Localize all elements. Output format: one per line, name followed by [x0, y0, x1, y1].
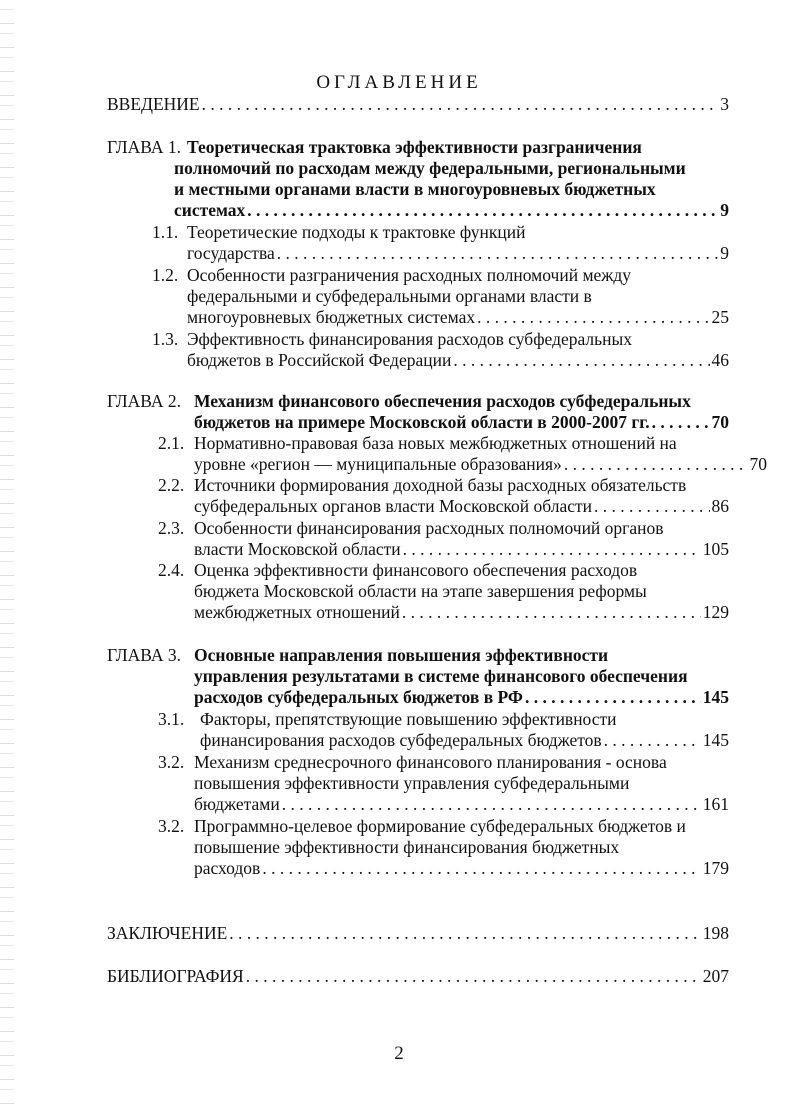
- chapter-2-prefix: ГЛАВА 2.: [107, 391, 182, 411]
- dot-leader: [604, 730, 701, 751]
- chapter-3-title-line[interactable]: Основные направления повышения эффективности: [194, 645, 609, 665]
- toc-entry-section-1-3[interactable]: [187, 350, 729, 371]
- section-number: 3.2.: [158, 816, 185, 836]
- scan-edge: [0, 0, 14, 1109]
- section-title-line[interactable]: Особенности разграничения расходных полномочий между: [187, 265, 632, 285]
- chapter-2-title-line[interactable]: Механизм финансового обеспечения расходов субфедеральных: [194, 391, 691, 411]
- section-title-line[interactable]: повышения эффективности управления субфедеральными: [194, 773, 630, 793]
- toc-entry-section-1-1[interactable]: [187, 243, 729, 264]
- toc-entry-section-1-2[interactable]: [187, 307, 729, 328]
- toc-entry-section-2-1[interactable]: [194, 454, 767, 475]
- dot-leader: [652, 412, 710, 433]
- toc-entry-section-3-1[interactable]: [200, 730, 729, 751]
- section-title-line[interactable]: бюджета Московской области на этапе завершения реформы: [194, 581, 647, 601]
- section-number: 2.3.: [158, 518, 185, 538]
- section-title-line[interactable]: Факторы, препятствующие повышению эффективности: [200, 709, 617, 729]
- toc-page-number: 179: [702, 858, 729, 878]
- section-title-line: расходов: [194, 858, 261, 878]
- toc-page-number: 46: [711, 350, 729, 370]
- dot-leader: [262, 858, 700, 879]
- toc-entry-section-3-2[interactable]: [194, 794, 729, 815]
- toc-page-number: 70: [711, 412, 729, 432]
- toc-entry-bibliography[interactable]: [107, 966, 729, 987]
- chapter-1-title-line[interactable]: Теоретическая трактовка эффективности разграничения: [187, 137, 642, 157]
- dot-leader: [247, 200, 718, 221]
- section-title-line: бюджетами: [194, 794, 280, 814]
- toc-entry-chapter-2[interactable]: [194, 412, 729, 433]
- toc-page-number: 25: [711, 307, 729, 327]
- section-title-line[interactable]: Эффективность финансирования расходов субфедеральных: [187, 329, 632, 349]
- toc-page-number: 105: [702, 539, 729, 559]
- section-number: 2.4.: [158, 560, 185, 580]
- dot-leader: [229, 923, 700, 944]
- section-number: 1.2.: [152, 265, 179, 285]
- dot-leader: [453, 350, 709, 371]
- toc-page-number: 161: [702, 794, 729, 814]
- section-title-line[interactable]: Программно-целевое формирование субфедеральных бюджетов и: [194, 816, 686, 836]
- dot-leader: [202, 94, 719, 115]
- toc-page-number: 86: [711, 496, 729, 516]
- section-title-line[interactable]: Нормативно-правовая база новых межбюджетных отношений на: [194, 433, 677, 453]
- section-title-line: финансирования расходов субфедеральных бюджетов: [200, 730, 602, 750]
- section-title-line[interactable]: Оценка эффективности финансового обеспечения расходов: [194, 560, 638, 580]
- section-title-line[interactable]: повышение эффективности финансирования бюджетных: [194, 837, 620, 857]
- toc-entry-section-2-3[interactable]: [194, 539, 729, 560]
- toc-page-number: 3: [720, 94, 729, 114]
- toc-page-number: 207: [702, 966, 729, 986]
- dot-leader: [246, 966, 701, 987]
- toc-page-number: 129: [702, 602, 729, 622]
- chapter-1-title-line: системах: [174, 200, 246, 220]
- chapter-3-prefix: ГЛАВА 3.: [107, 645, 182, 665]
- toc-entry-section-2-4[interactable]: [194, 602, 729, 623]
- chapter-1-title-line[interactable]: полномочий по расходам между федеральными, региональными: [174, 158, 686, 178]
- dot-leader: [282, 794, 701, 815]
- chapter-1-title-line[interactable]: и местными органами власти в многоуровневых бюджетных: [174, 179, 656, 199]
- section-title-line: власти Московской области: [194, 539, 401, 559]
- section-title-line[interactable]: Источники формирования доходной базы расходных обязательств: [194, 475, 687, 495]
- dot-leader: [525, 687, 701, 708]
- toc-entry-label: ВВЕДЕНИЕ: [107, 94, 200, 114]
- dot-leader: [477, 307, 709, 328]
- section-title-line[interactable]: федеральными и субфедеральными органами власти в: [187, 286, 592, 306]
- toc-entry-chapter-3[interactable]: [194, 687, 729, 708]
- dot-leader: [564, 454, 748, 475]
- toc-entry-conclusion[interactable]: [107, 923, 729, 944]
- chapter-3-title-line: расходов субфедеральных бюджетов в РФ: [194, 687, 523, 707]
- toc-entry-label: ЗАКЛЮЧЕНИЕ: [107, 923, 228, 943]
- section-title-line: субфедеральных органов власти Московской области: [194, 496, 592, 516]
- dot-leader: [277, 243, 719, 264]
- toc-entry-chapter-1[interactable]: [174, 200, 729, 221]
- section-title-line: многоуровневых бюджетных системах: [187, 307, 476, 327]
- section-number: 3.1.: [158, 709, 185, 729]
- dot-leader: [402, 602, 701, 623]
- toc-page-number: 9: [720, 243, 729, 263]
- dot-leader: [403, 539, 701, 560]
- section-number: 1.3.: [152, 329, 179, 349]
- toc-entry-label: БИБЛИОГРАФИЯ: [107, 966, 244, 986]
- chapter-2-title-line: бюджетов на примере Московской области в 2000-2007 гг.: [194, 412, 650, 432]
- dot-leader: [594, 496, 710, 517]
- section-title-line[interactable]: Теоретические подходы к трактовке функций: [187, 222, 526, 242]
- chapter-1-prefix: ГЛАВА 1.: [107, 137, 182, 157]
- section-title-line[interactable]: Особенности финансирования расходных полномочий органов: [194, 518, 664, 538]
- section-title-line: уровне «регион — муниципальные образования»: [194, 454, 562, 474]
- section-number: 2.2.: [158, 475, 185, 495]
- section-number: 3.2.: [158, 752, 185, 772]
- toc-page-number: 145: [702, 730, 729, 750]
- toc-entry-section-2-2[interactable]: [194, 496, 729, 517]
- toc-page-number: 145: [702, 687, 729, 707]
- section-title-line: межбюджетных отношений: [194, 602, 400, 622]
- page-title: ОГЛАВЛЕНИЕ: [316, 72, 482, 93]
- toc-page-number: 9: [720, 200, 729, 220]
- toc-page-number: 70: [749, 454, 767, 474]
- toc-entry-section-3-3[interactable]: [194, 858, 729, 879]
- toc-page-number: 198: [702, 923, 729, 943]
- chapter-3-title-line[interactable]: управления результатами в системе финансового обеспечения: [194, 666, 688, 686]
- toc-entry-intro[interactable]: [107, 94, 729, 115]
- section-title-line: государства: [187, 243, 275, 263]
- section-title-line: бюджетов в Российской Федерации: [187, 350, 452, 370]
- section-number: 1.1.: [152, 222, 179, 242]
- section-title-line[interactable]: Механизм среднесрочного финансового планирования - основа: [194, 752, 667, 772]
- section-number: 2.1.: [158, 433, 185, 453]
- page-number: 2: [394, 1043, 404, 1064]
